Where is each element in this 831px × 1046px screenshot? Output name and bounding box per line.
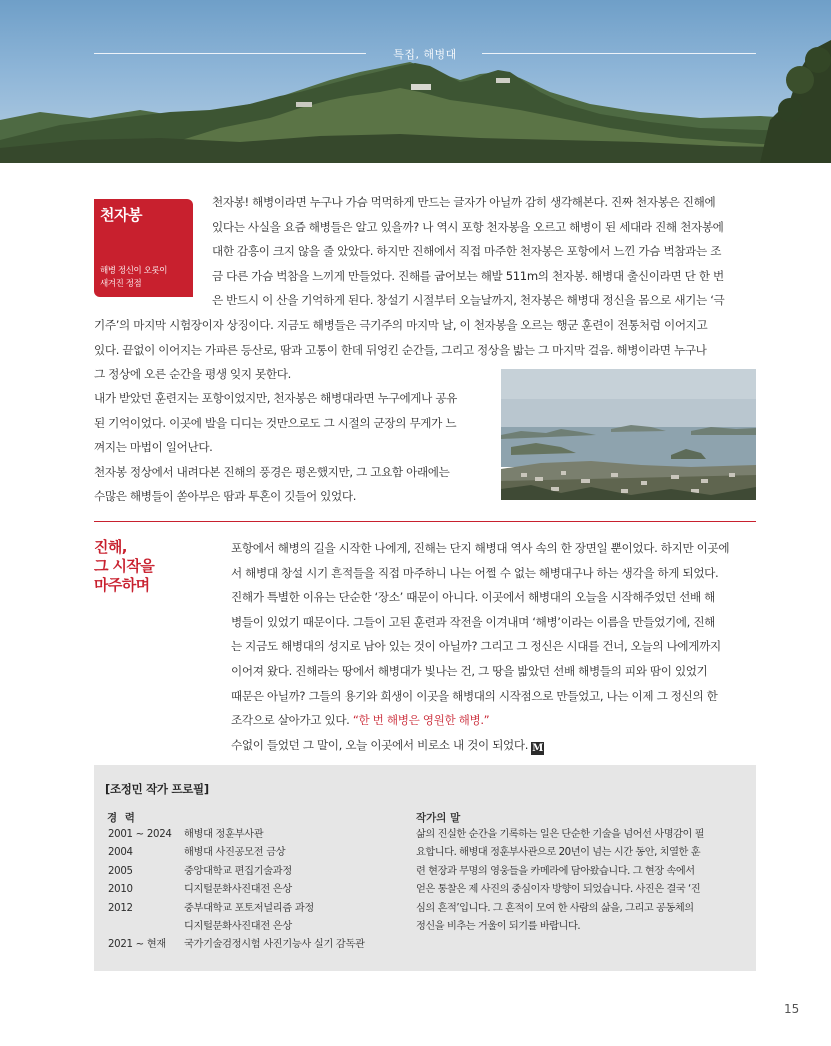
career-year: 2001 ~ 2024 [108,829,172,840]
text-line: 그 정상에 오른 순간을 평생 잊지 못한다. [94,367,291,382]
author-profile-box [94,765,756,971]
section2-title-line: 그 시작을 [94,557,155,575]
header-rule-right [482,53,756,54]
section1-paragraph-a [212,190,724,313]
text-line: 서 해병대 창설 시기 흔적들을 직접 마주하니 나는 어쩔 수 없는 해병대구나 하는 생각을 하게 되었다. [231,565,719,580]
section1-subtitle [100,265,167,291]
career-heading: 경 력 [107,812,137,824]
note-line: 삶의 진실한 순간을 기록하는 일은 단순한 기술을 넘어선 사명감이 필 [416,829,705,840]
career-year: 2010 [108,884,133,896]
section2-paragraph [231,536,729,757]
text-line: 껴지는 마법이 일어난다. [94,440,213,455]
section-divider [94,521,756,522]
hero-photo [0,0,831,163]
section1-title-box [94,199,193,297]
page-number: 15 [784,1002,800,1016]
section1-subtitle-line: 새겨진 정점 [100,279,142,289]
text-line: 된 기억이었다. 이곳에 발을 디디는 것만으로도 그 시절의 군장의 무게가 느 [94,415,457,430]
career-event: 해병대 사진공모전 금상 [184,847,286,859]
section1-paragraph-c [94,386,457,509]
text-line: 천자봉 정상에서 내려다본 진해의 풍경은 평온했지만, 그 고요함 아래에는 [94,464,450,479]
author-note [416,826,704,936]
text-line: 내가 받았던 훈련지는 포항이었지만, 천자봉은 해병대라면 누구에게나 공유 [94,391,458,405]
mountain-landscape-photo-icon [0,0,831,163]
text-line: 금 다른 가슴 벅참을 느끼게 만들었다. 진해를 굽어보는 해발 511m의 천자봉. 해병대 출신이라면 단 한 번 [212,268,724,283]
career-event: 디지털문화사진대전 은상 [184,884,292,896]
section2-title [94,538,154,595]
text-line [231,708,729,733]
section1-title: 천자봉 [100,206,142,224]
section1-subtitle-line: 해병 정신이 오롯이 [100,266,168,276]
text-segment: 조각으로 살아가고 있다. [231,713,353,728]
note-line: 정신을 비추는 거울이 되기를 바랍니다. [416,921,581,933]
text-segment: 수없이 들었던 그 말이, 오늘 이곳에서 비로소 내 것이 되었다. [231,737,529,752]
text-line: 천자봉! 해병이라면 누구나 가슴 먹먹하게 만드는 글자가 아닐까 감히 생각해본다. 진짜 천자봉은 진해에 [212,195,716,209]
text-line: 병들이 있었기 때문이다. 그들이 고된 훈련과 작전을 이겨내며 ‘해병’이라는 이름을 만들었기에, 진해 [231,614,716,629]
text-line: 포항에서 해병의 길을 시작한 나에게, 진해는 단지 해병대 역사 속의 한 장면일 뿐이었다. 하지만 이곳에 [231,541,730,555]
jinhae-bay-photo [501,369,756,500]
career-year: 2005 [108,865,133,877]
career-event: 국가기술검정시험 사진기능사 실기 감독관 [184,939,365,951]
end-mark-icon: M [532,742,543,754]
note-line: 요합니다. 해병대 정훈부사관으로 20년이 넘는 시간 동안, 치열한 훈 [416,847,701,859]
note-heading: 작가의 말 [416,812,461,824]
career-event: 중앙대학교 편집기술과정 [184,865,292,877]
career-year: 2004 [108,847,133,859]
note-line: 심의 흔적’입니다. 그 흔적이 모여 한 사람의 삶을, 그리고 공동체의 [416,902,694,914]
section2-title-line: 마주하며 [94,576,150,594]
section-header [94,44,756,64]
text-line: 진해가 특별한 이유는 단순한 ‘장소’ 때문이 아니다. 이곳에서 해병대의 오늘을 시작해주었던 선배 해 [231,590,716,605]
section2-title-line: 진해, [94,538,127,556]
highlight-quote: “한 번 해병은 영원한 해병.” [352,713,490,728]
profile-title: [조정민 작가 프로필] [105,782,209,796]
career-event: 해병대 정훈부사관 [184,829,264,840]
text-line: 있다. 끝없이 이어지는 가파른 등산로, 땀과 고통이 한데 뒤엉킨 순간들, 그리고 정상을 밟는 그 마지막 걸음. 해병이라면 누구나 [94,342,707,357]
text-line: 대한 감흥이 크지 않을 줄 았았다. 하지만 진해에서 직접 마주한 천자봉은 포항에서 느낀 가슴 벅참과는 조 [212,244,722,259]
career-year: 2012 [108,902,133,914]
text-line [231,733,729,758]
note-line: 얻은 통찰은 제 사진의 중심이자 방향이 되었습니다. 사진은 결국 ‘진 [416,884,701,896]
text-line: 기주’의 마지막 시험장이자 상징이다. 지금도 해병들은 극기주의 마지막 날, 이 천자봉을 오르는 행군 훈련이 전통처럼 이어지고 [94,318,708,332]
text-line: 수많은 해병들이 쏟아부은 땀과 투혼이 깃들어 있었다. [94,489,357,504]
text-line: 은 반드시 이 산을 기억하게 된다. 창설기 시절부터 오늘날까지, 천자봉은 해병대 정신을 몸으로 새기는 ‘극 [212,293,725,308]
text-line: 이어져 왔다. 진해라는 땅에서 해병대가 빛나는 건, 그 땅을 밟았던 선배 해병들의 피와 땀이 있었기 [231,663,708,678]
text-line: 때문은 아닐까? 그들의 용기와 희생이 이곳을 해병대의 시작점으로 만들었고, 나는 이제 그 정신의 한 [231,688,718,703]
section-label: 특집, 해병대 [393,48,457,61]
career-event: 디지털문화사진대전 은상 [184,920,292,932]
career-event: 중부대학교 포토저널리즘 과정 [184,902,314,914]
text-line: 있다는 사실을 요즘 해병들은 알고 있을까? 나 역시 포항 천자봉을 오르고 해병이 된 세대라 진해 천자봉에 [212,219,724,234]
career-year: 2021 ~ 현재 [108,939,166,951]
text-line: 는 지금도 해병대의 성지로 남아 있는 것이 아닐까? 그리고 그 정신은 시대를 건너, 오늘의 나에게까지 [231,639,721,654]
jinhae-bay-view-photo-icon [501,369,756,500]
note-line: 련 현장과 무명의 영웅들을 카메라에 담아왔습니다. 그 현장 속에서 [416,865,695,877]
